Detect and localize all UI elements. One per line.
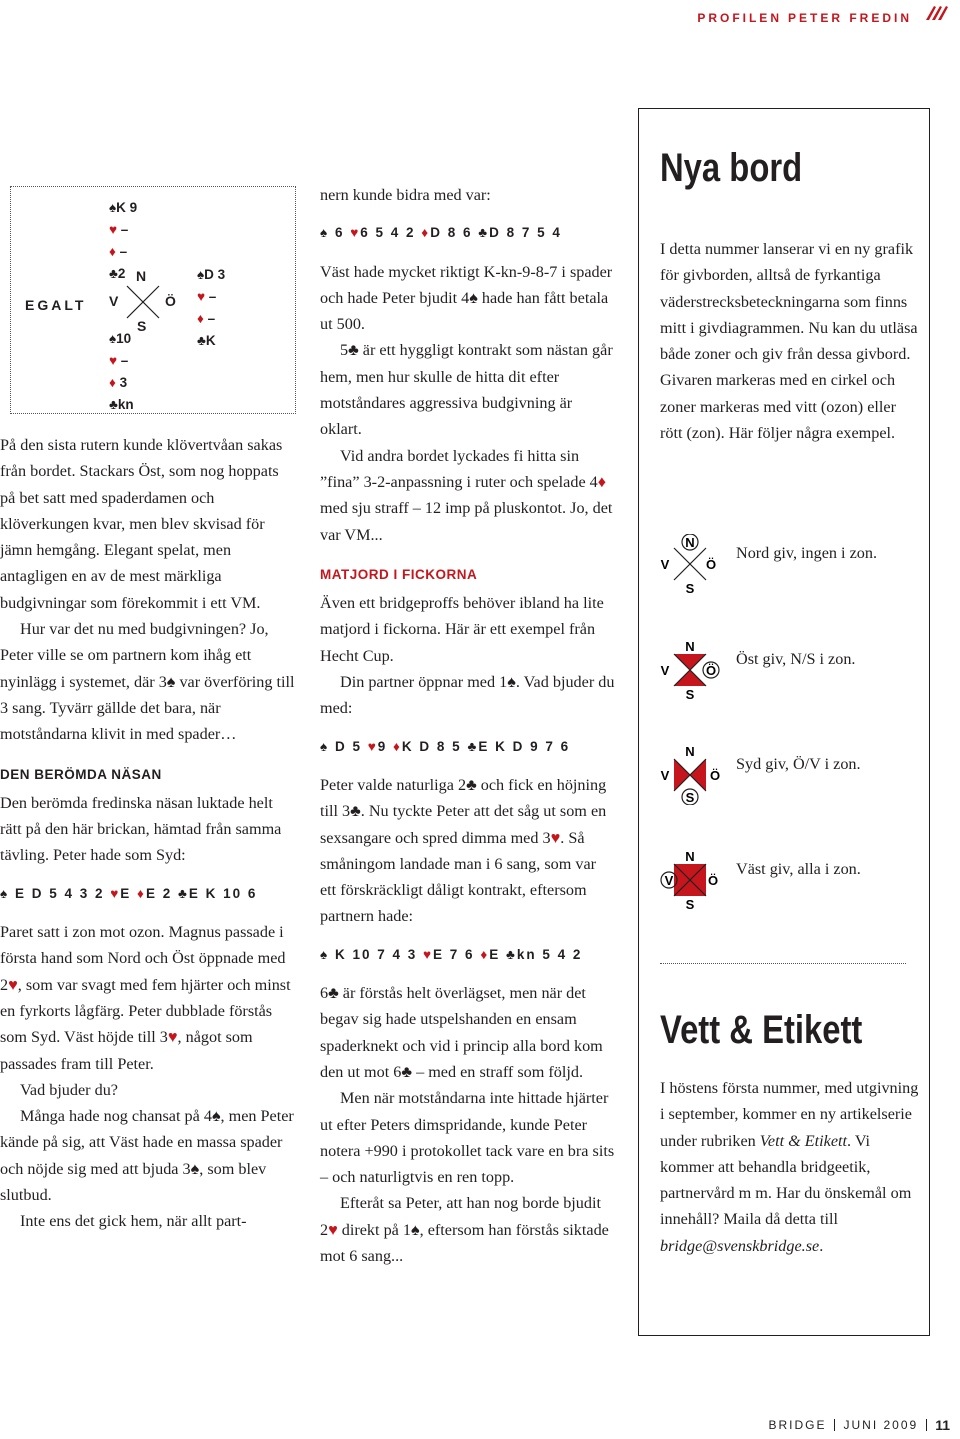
example-syd-giv [660, 745, 930, 805]
south-hand: ♠10 ♥ – ♦ 3 ♣kn [109, 331, 134, 412]
footer-divider [926, 1419, 927, 1431]
paragraph: Många hade nog chansat på 4♠, men Peter kände på sig, att Väst hade en massa spader och nöjde sig med att bjuda 3♠, som blev slutbud. [0, 1107, 294, 1205]
example-vast-giv [660, 850, 930, 910]
paragraph: Väst hade mycket riktigt K-kn-9-8-7 i spader och hade Peter bjudit 4♠ hade han fått betala ut 500. [320, 262, 613, 334]
email-link[interactable]: bridge@svenskbridge.se [660, 1236, 820, 1255]
svg-text:Ö: Ö [707, 873, 719, 888]
deal-diagram [10, 186, 296, 414]
svg-text:N: N [685, 745, 695, 759]
paragraph: Vid andra bordet lyckades fi hitta sin ”fina” 3-2-anpassning i ruter och spelade 4♦ med sju straff – 12 imp på pluskontot. Jo, det var VM... [320, 446, 613, 544]
vett-text: I höstens första nummer, med utgivning i september, kommer en ny artikelserie under rubriken Vett & Etikett. Vi kommer att behandla bridgeetik, partnervård m m. Har du önskemål om innehåll? Maila då detta till bridge@svenskbridge.se. [660, 1079, 919, 1255]
svg-text:V: V [660, 663, 670, 678]
example-text: Syd giv, Ö/V i zon. [736, 755, 861, 773]
paragraph: Även ett bridgeproffs behöver ibland ha lite matjord i fickorna. Här är ett exempel från Hecht Cup. [320, 594, 604, 665]
vulnerability-label: EGALT [25, 297, 87, 313]
sidebar-intro: I detta nummer lanserar vi en ny grafik för givborden, alltså de fyrkantiga väderstrecksbeteckningarna som finns mitt i givdiagrammen. Nu kan du utläsa både zoner och giv från dessa givbord. Givaren markeras med en cirkel och zoner markeras med vitt (ozon) eller rött (zon). Här följer några exempel. [660, 240, 918, 443]
compass-west: V [109, 293, 119, 309]
paragraph: Paret satt i zon mot ozon. Magnus passade i första hand som Nord och Öst öppnade med 2♥, som var svagt med fem hjärter och minst en fyrkorts lågfärg. Peter dubblade förstås som Syd. Väst höjde till 3♥, något som passades fram till Peter. [0, 923, 291, 1073]
page-footer [768, 1417, 950, 1433]
svg-text:N: N [685, 850, 695, 864]
svg-text:S: S [685, 897, 695, 910]
paragraph: 5♣ är ett hyggligt kontrakt som nästan går hem, men hur skulle de hitta dit efter motståndares aggressiva budgivning är oklart. [320, 341, 613, 439]
svg-text:Ö: Ö [705, 663, 717, 678]
subheading: MATJORD I FICKORNA [320, 566, 478, 582]
svg-text:S: S [685, 790, 695, 805]
sidebar-divider [660, 963, 906, 964]
north-hand: ♠K 9 ♥ – ♦ – ♣2 [109, 200, 138, 281]
subheading: DEN BERÖMDA NÄSAN [0, 766, 162, 782]
paragraph: 6♣ är förstås helt överlägset, men när det begav sig hade utspelshanden en ensam spaderknekt och vid i princip alla bord kom den ut mot 6♣ – med en straff som följd. [320, 984, 603, 1081]
givbord-ost-icon [660, 640, 720, 700]
svg-text:Ö: Ö [709, 768, 720, 783]
givbord-vast-icon [660, 850, 720, 910]
hand-line: ♠ D 5 ♥9 ♦K D 8 5 ♣E K D 9 7 6 [320, 738, 571, 754]
article-column-1 [0, 432, 296, 1235]
example-ost-giv [660, 640, 930, 700]
svg-text:V: V [660, 557, 670, 572]
compass-box [109, 268, 176, 334]
sidebar-title: Nya bord [660, 146, 803, 190]
example-text: Nord giv, ingen i zon. [736, 544, 878, 562]
hand-line: ♠ K 10 7 4 3 ♥E 7 6 ♦E ♣kn 5 4 2 [320, 946, 583, 962]
header-title: PETER FREDIN [787, 11, 912, 25]
vett-title: Vett & Etikett [660, 1008, 863, 1052]
east-hand: ♠D 3 ♥ – ♦ – ♣K [197, 267, 226, 348]
footer-divider [834, 1419, 835, 1431]
example-text: Väst giv, alla i zon. [736, 860, 861, 878]
paragraph: Hur var det nu med budgivningen? Jo, Peter ville se om partnern kom ihåg ett nyinlägg i systemet, där 3♠ var överföring till 3 sang. Tyvärr gällde det bara, när motståndarna klivit in med spader… [0, 620, 295, 744]
compass-east: Ö [165, 293, 176, 309]
paragraph: Vad bjuder du? [20, 1080, 118, 1099]
paragraph: nern kunde bidra med var: [320, 186, 491, 204]
svg-text:N: N [685, 640, 695, 654]
paragraph: På den sista rutern kunde klövertvåan sakas från bordet. Stackars Öst, som nog hoppats på bet satt med spaderdamen och klöverkungen kvar, men blev skvisad för jämn hemgång. Elegant spelat, men antagligen en av de mest märkliga budgivningar som förekommit i ett VM. [0, 436, 283, 612]
header-section: PROFILEN [697, 11, 782, 25]
givbord-syd-icon [660, 745, 720, 805]
compass-cross-icon [123, 282, 163, 322]
example-text: Öst giv, N/S i zon. [736, 650, 856, 668]
givbord-nord-icon [660, 534, 720, 594]
svg-text:S: S [685, 581, 695, 594]
example-nord-giv [660, 534, 930, 594]
hand-line: ♠ 6 ♥6 5 4 2 ♦D 8 6 ♣D 8 7 5 4 [320, 225, 562, 241]
paragraph: Efteråt sa Peter, att han nog borde bjudit 2♥ direkt på 1♠, eftersom han förstås siktade mot 6 sang... [320, 1194, 609, 1265]
compass-south: S [137, 318, 147, 334]
svg-text:S: S [685, 687, 695, 700]
compass-north: N [136, 268, 147, 284]
svg-text:V: V [664, 873, 674, 888]
bridge-logo-icon [924, 4, 950, 22]
paragraph: Peter valde naturliga 2♣ och fick en höjning till 3♣. Nu tyckte Peter att det såg ut som en sexsangare och spred dimma med 3♥. Så småningom landade man i 6 sang, som var ett förskräckligt dåligt kontrakt, eftersom partnern hade: [320, 775, 607, 926]
paragraph: Din partner öppnar med 1♠. Vad bjuder du med: [320, 673, 615, 718]
svg-text:Ö: Ö [705, 557, 717, 572]
running-header [697, 8, 912, 28]
svg-text:V: V [660, 768, 670, 783]
footer-magazine: BRIDGE [768, 1418, 827, 1432]
footer-issue: JUNI 2009 [843, 1418, 919, 1432]
paragraph: Men när motståndarna inte hittade hjärter ut efter Peters dimspridande, kunde Peter notera +990 i protokollet tack vare en bra sits – och naturligtvis en ren topp. [320, 1089, 615, 1187]
hand-line: ♠ E D 5 4 3 2 ♥E ♦E 2 ♣E K 10 6 [0, 885, 258, 901]
article-column-2 [320, 182, 616, 1269]
paragraph: Inte ens det gick hem, när allt part- [20, 1212, 247, 1231]
paragraph: Den berömda fredinska näsan luktade helt rätt på den här brickan, hämtad från samma tävling. Peter hade som Syd: [0, 793, 282, 865]
page-number: 11 [935, 1417, 950, 1433]
svg-text:N: N [685, 535, 695, 550]
